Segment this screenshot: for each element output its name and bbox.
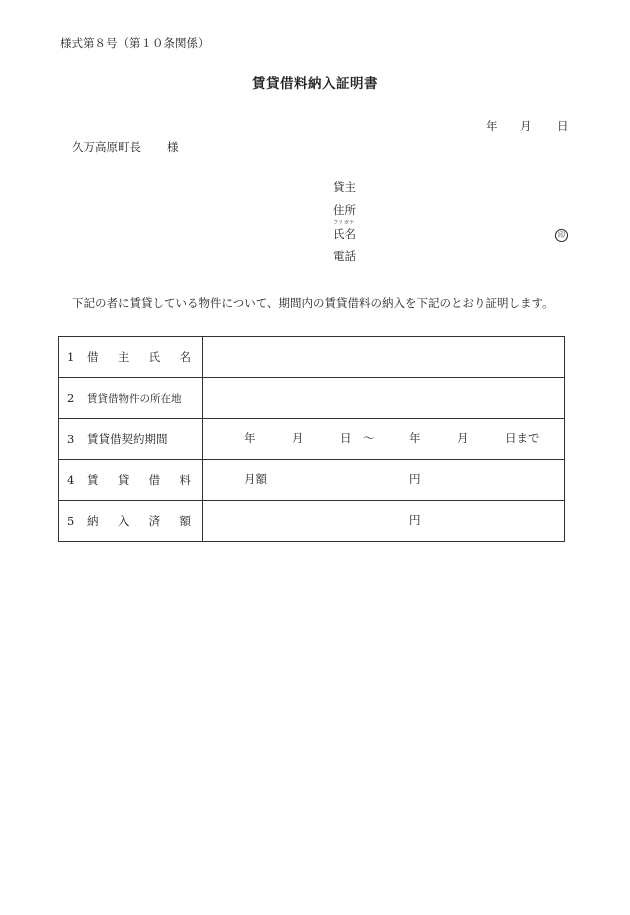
- date-year-label: 年: [486, 119, 498, 133]
- period-end-day: 日まで: [505, 431, 540, 445]
- furigana-label: フリガナ: [333, 220, 355, 226]
- page-title: 賃貸借料納入証明書: [252, 76, 378, 92]
- row-label: [87, 349, 191, 365]
- label-char: 済: [148, 514, 161, 528]
- yen-unit: 円: [409, 472, 421, 486]
- monthly-label: 月額: [244, 472, 267, 486]
- period-end-month: 月: [457, 431, 469, 445]
- lender-address-label: 住所: [333, 203, 356, 217]
- row-number: 2: [67, 391, 75, 405]
- date-day-label: 日: [557, 119, 569, 133]
- period-start-day: 日: [340, 431, 352, 445]
- row-label: [87, 513, 191, 529]
- label-char: 氏: [148, 350, 161, 364]
- row-label-cell: [59, 460, 203, 501]
- period-end-year: 年: [409, 431, 421, 445]
- period-tilde: 〜: [363, 431, 375, 445]
- paid-amount-field[interactable]: [203, 501, 565, 542]
- lender-name-label: [333, 220, 356, 241]
- row-label: 賃貸借契約期間: [87, 432, 168, 446]
- table-row: [59, 337, 565, 378]
- name-label-text: 氏名: [333, 227, 356, 241]
- row-label: [87, 472, 191, 488]
- table-row: [59, 501, 565, 542]
- row-number: 4: [67, 473, 75, 487]
- label-char: 賃: [87, 473, 99, 487]
- yen-unit: 円: [409, 513, 421, 527]
- seal-mark: 印: [555, 229, 568, 242]
- date-month-label: 月: [520, 119, 532, 133]
- row-number: 1: [67, 350, 75, 364]
- row-label-cell: [59, 419, 203, 460]
- certification-statement: 下記の者に賃貸している物件について、期間内の賃貸借料の納入を下記のとおり証明します。: [72, 296, 554, 310]
- property-location-field[interactable]: [203, 378, 565, 419]
- period-start-month: 月: [292, 431, 304, 445]
- label-char: 貸: [117, 473, 130, 487]
- lender-tel-label: 電話: [333, 249, 356, 263]
- row-label: 賃貸借物件の所在地: [87, 392, 182, 405]
- label-char: 借: [148, 473, 161, 487]
- label-char: 入: [117, 514, 130, 528]
- addressee-honorific: 様: [167, 140, 179, 154]
- row-number: 5: [67, 514, 75, 528]
- table-row: [59, 460, 565, 501]
- label-char: 名: [179, 350, 191, 364]
- table-row: [59, 378, 565, 419]
- row-label-cell: [59, 501, 203, 542]
- rent-amount-field[interactable]: [203, 460, 565, 501]
- row-label-cell: [59, 378, 203, 419]
- label-char: 納: [87, 514, 99, 528]
- table-row: [59, 419, 565, 460]
- row-number: 3: [67, 432, 75, 446]
- borrower-name-field[interactable]: [203, 337, 565, 378]
- certificate-table: [58, 336, 565, 542]
- form-number: 様式第８号（第１０条関係）: [60, 36, 210, 50]
- label-char: 主: [117, 350, 130, 364]
- contract-period-field[interactable]: [203, 419, 565, 460]
- label-char: 借: [87, 350, 99, 364]
- label-char: 料: [179, 473, 191, 487]
- addressee-name: 久万高原町長: [72, 140, 141, 154]
- label-char: 額: [179, 514, 191, 528]
- row-label-cell: [59, 337, 203, 378]
- period-start-year: 年: [244, 431, 256, 445]
- lender-heading: 貸主: [333, 180, 356, 194]
